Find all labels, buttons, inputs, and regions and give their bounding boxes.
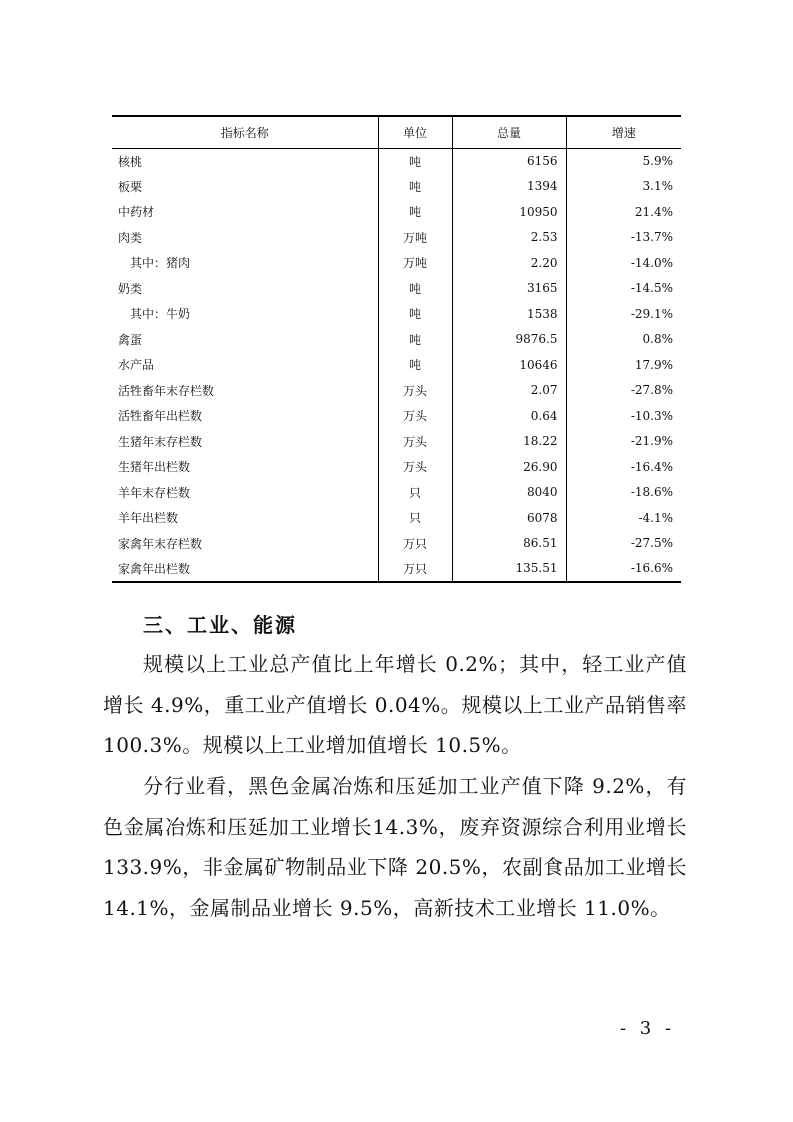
cell-unit: 万头 <box>378 454 452 480</box>
cell-unit: 万只 <box>378 531 452 557</box>
paragraph-by-industry: 分行业看，黑色金属冶炼和压延加工业产值下降 9.2%，有色金属冶炼和压延加工业增长14.3%，废弃资源综合利用业增长133.9%，非金属矿物制品业下降 20.5%，农副食品加工业增长14.1%，金属制品业增长 9.5%，高新技术工业增长 11.0%。 <box>103 774 687 920</box>
cell-total: 6156 <box>452 148 566 174</box>
table-row <box>112 276 681 302</box>
cell-growth: -18.6% <box>566 480 681 506</box>
table-row <box>112 199 681 225</box>
cell-growth: 17.9% <box>566 352 681 378</box>
cell-growth: -16.6% <box>566 556 681 582</box>
statistics-table <box>112 115 681 583</box>
cell-name: 板栗 <box>118 179 143 194</box>
cell-total: 10646 <box>452 352 566 378</box>
cell-name: 生猪年末存栏数 <box>118 434 203 449</box>
cell-unit: 吨 <box>378 148 452 174</box>
cell-total: 6078 <box>452 505 566 531</box>
table-row <box>112 225 681 251</box>
header-unit: 单位 <box>378 116 452 148</box>
cell-unit: 吨 <box>378 327 452 353</box>
cell-name: 中药材 <box>118 205 155 220</box>
cell-name: 其中：牛奶 <box>130 307 191 322</box>
cell-name: 家禽年出栏数 <box>112 556 378 582</box>
table-row <box>112 174 681 200</box>
cell-name: 禽蛋 <box>118 332 143 347</box>
cell-unit: 万吨 <box>378 225 452 251</box>
header-growth: 增速 <box>566 116 681 148</box>
cell-unit: 吨 <box>378 276 452 302</box>
table-row <box>112 429 681 455</box>
cell-unit: 万头 <box>378 403 452 429</box>
cell-name: 活牲畜年末存栏数 <box>118 383 215 398</box>
cell-total: 1538 <box>452 301 566 327</box>
cell-unit: 吨 <box>378 301 452 327</box>
cell-name: 羊年出栏数 <box>118 511 179 526</box>
table-row <box>112 378 681 404</box>
cell-unit: 只 <box>378 480 452 506</box>
table-row <box>112 505 681 531</box>
table-header-row <box>112 116 681 148</box>
table-row <box>112 480 681 506</box>
cell-growth: 3.1% <box>566 174 681 200</box>
table-row <box>112 556 681 582</box>
cell-total: 2.07 <box>452 378 566 404</box>
cell-growth: -29.1% <box>566 301 681 327</box>
cell-unit: 万头 <box>378 378 452 404</box>
table-row <box>112 301 681 327</box>
cell-growth: 0.8% <box>566 327 681 353</box>
cell-total: 8040 <box>452 480 566 506</box>
cell-total: 2.20 <box>452 250 566 276</box>
cell-unit: 只 <box>378 505 452 531</box>
header-name: 指标名称 <box>112 116 378 148</box>
cell-total: 135.51 <box>452 556 566 582</box>
cell-growth: -4.1% <box>566 505 681 531</box>
cell-growth: -27.5% <box>566 531 681 557</box>
cell-growth: 21.4% <box>566 199 681 225</box>
cell-growth: -14.0% <box>566 250 681 276</box>
cell-name: 奶类 <box>118 281 143 296</box>
header-total: 总量 <box>452 116 566 148</box>
table-row <box>112 327 681 353</box>
table-row <box>112 352 681 378</box>
cell-unit: 万头 <box>378 429 452 455</box>
cell-name: 羊年末存栏数 <box>118 485 191 500</box>
cell-name: 肉类 <box>118 230 143 245</box>
cell-growth: -16.4% <box>566 454 681 480</box>
table-row <box>112 531 681 557</box>
section-heading: 三、工业、能源 <box>143 613 297 637</box>
cell-total: 2.53 <box>452 225 566 251</box>
cell-name: 活牲畜年出栏数 <box>118 409 203 424</box>
cell-total: 86.51 <box>452 531 566 557</box>
cell-name: 其中：猪肉 <box>130 256 191 271</box>
cell-unit: 吨 <box>378 174 452 200</box>
cell-unit: 吨 <box>378 199 452 225</box>
cell-unit: 吨 <box>378 352 452 378</box>
cell-unit: 万吨 <box>378 250 452 276</box>
cell-total: 10950 <box>452 199 566 225</box>
table-row <box>112 403 681 429</box>
cell-total: 3165 <box>452 276 566 302</box>
cell-growth: 5.9% <box>566 148 681 174</box>
cell-growth: -10.3% <box>566 403 681 429</box>
cell-total: 9876.5 <box>452 327 566 353</box>
table-row <box>112 250 681 276</box>
cell-growth: -21.9% <box>566 429 681 455</box>
cell-name: 家禽年末存栏数 <box>118 536 203 551</box>
cell-unit: 万只 <box>378 556 452 582</box>
table-row <box>112 148 681 174</box>
table-row <box>112 454 681 480</box>
paragraph-industry-output: 规模以上工业总产值比上年增长 0.2%；其中，轻工业产值增长 4.9%，重工业产值增长 0.04%。规模以上工业产品销售率 100.3%。规模以上工业增加值增长 10.5%。 <box>103 652 687 757</box>
table-body <box>112 148 681 582</box>
cell-name: 水产品 <box>118 358 155 373</box>
cell-total: 26.90 <box>452 454 566 480</box>
cell-name: 核桃 <box>118 154 143 169</box>
page-number: - 3 - <box>620 1018 676 1039</box>
cell-total: 18.22 <box>452 429 566 455</box>
cell-growth: -13.7% <box>566 225 681 251</box>
cell-growth: -14.5% <box>566 276 681 302</box>
cell-total: 1394 <box>452 174 566 200</box>
cell-name: 生猪年出栏数 <box>118 460 191 475</box>
cell-total: 0.64 <box>452 403 566 429</box>
cell-growth: -27.8% <box>566 378 681 404</box>
